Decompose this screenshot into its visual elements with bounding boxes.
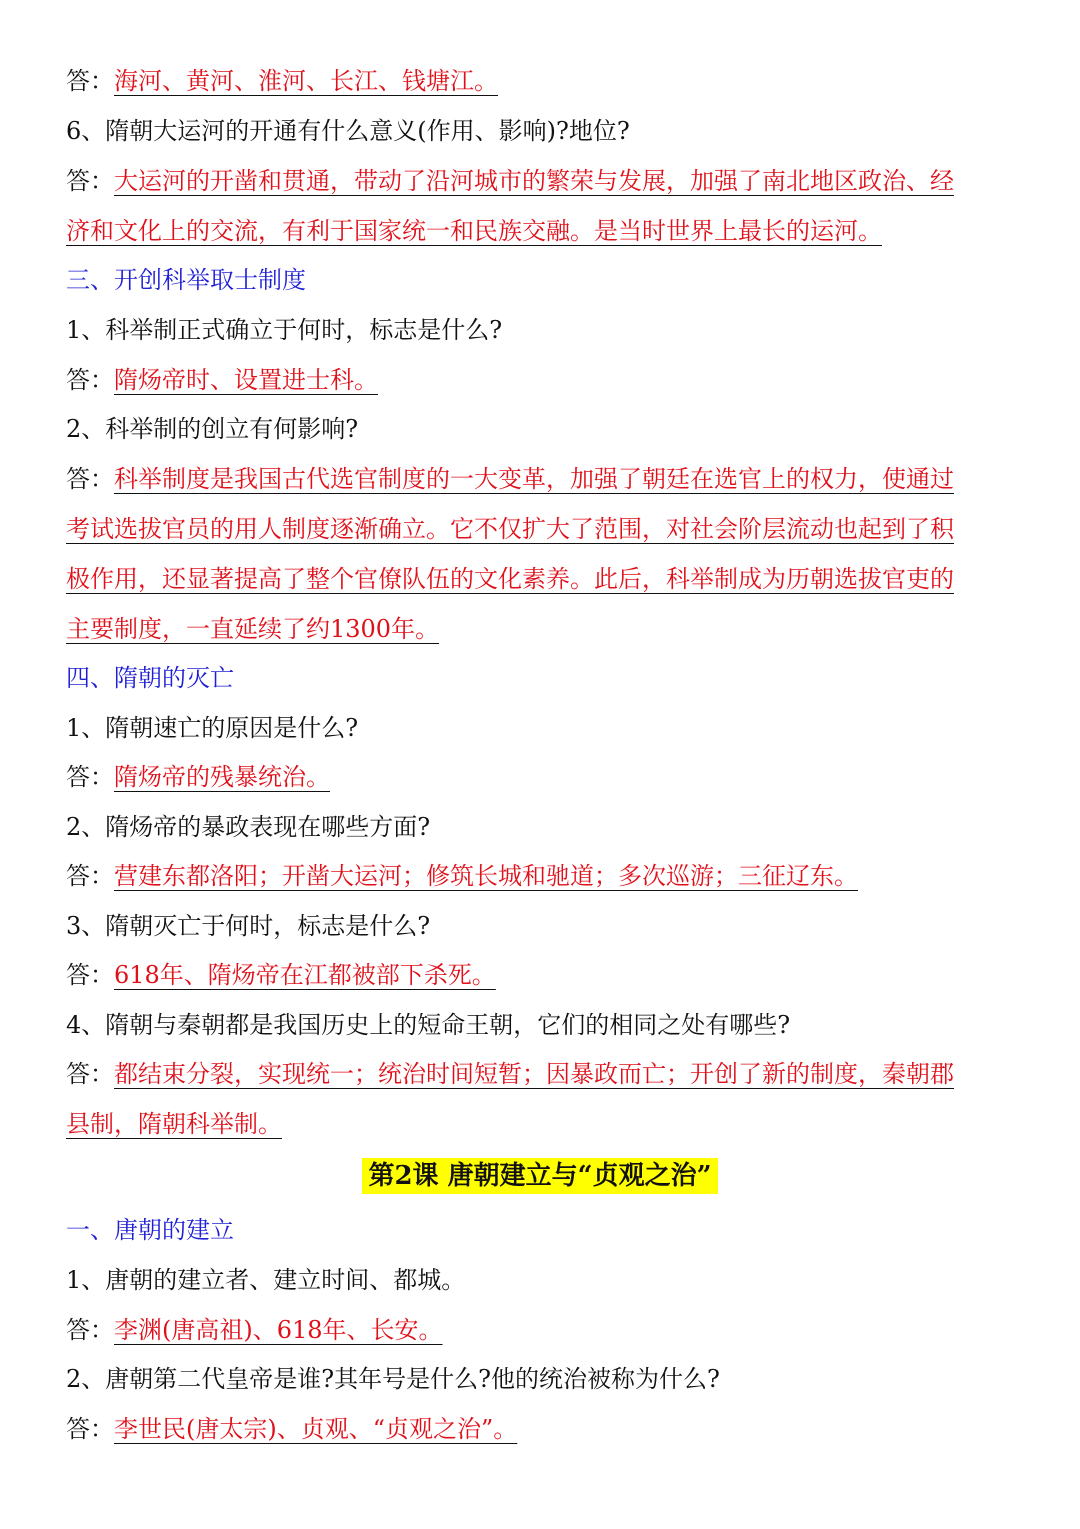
lesson2-section-heading-1: 一、唐朝的建立 <box>66 1216 234 1244</box>
answer-3-2-continued <box>66 614 1026 644</box>
answer-text: 营建东都洛阳；开凿大运河；修筑长城和驰道；多次巡游；三征辽东。 <box>114 862 858 890</box>
answer-text: 隋炀帝的残暴统治。 <box>114 763 330 791</box>
answer-label: 答： <box>66 167 114 195</box>
question-4-1: 1、隋朝速亡的原因是什么? <box>66 714 359 742</box>
question-4-2: 2、隋炀帝的暴政表现在哪些方面? <box>66 813 431 841</box>
answer-4-1 <box>66 762 1026 792</box>
answer-label: 答： <box>66 1060 114 1088</box>
lesson2-answer-1 <box>66 1315 1026 1345</box>
section-heading-3: 三、开创科举取士制度 <box>66 266 306 294</box>
answer-label: 答： <box>66 862 114 890</box>
answer-label: 答： <box>66 465 114 493</box>
answer-text: 海河、黄河、淮河、长江、钱塘江。 <box>114 67 498 95</box>
lesson2-answer-2 <box>66 1414 1026 1444</box>
answer-text: 隋炀帝时、设置进士科。 <box>114 366 378 394</box>
lesson2-question-1: 1、唐朝的建立者、建立时间、都城。 <box>66 1266 466 1294</box>
answer-text: 主要制度，一直延续了约1300年。 <box>66 615 440 643</box>
answer-text: 大运河的开凿和贯通，带动了沿河城市的繁荣与发展，加强了南北地区政治、经 <box>114 167 954 195</box>
answer-3-2 <box>66 464 1026 494</box>
answer-6 <box>66 166 1026 196</box>
answer-label: 答： <box>66 366 114 394</box>
answer-4-3 <box>66 960 1026 990</box>
lesson-title: 第2课 唐朝建立与“贞观之治” <box>362 1158 717 1194</box>
question-3-2: 2、科举制的创立有何影响? <box>66 415 359 443</box>
answer-label: 答： <box>66 1316 114 1344</box>
lesson2-question-2: 2、唐朝第二代皇帝是谁?其年号是什么?他的统治被称为什么? <box>66 1365 720 1393</box>
answer-text: 李世民(唐太宗)、贞观、“贞观之治”。 <box>114 1415 518 1443</box>
answer-rivers <box>66 66 1026 96</box>
answer-text: 李渊(唐高祖)、618年、长安。 <box>114 1316 443 1344</box>
answer-text: 都结束分裂，实现统一；统治时间短暂；因暴政而亡；开创了新的制度，秦朝郡 <box>114 1060 954 1088</box>
question-4-4: 4、隋朝与秦朝都是我国历史上的短命王朝，它们的相同之处有哪些? <box>66 1011 791 1039</box>
section-heading-4: 四、隋朝的灭亡 <box>66 664 234 692</box>
answer-3-2-continued <box>66 564 1026 594</box>
lesson-title-row <box>0 1158 1080 1194</box>
answer-text: 极作用，还显著提高了整个官僚队伍的文化素养。此后，科举制成为历朝选拔官吏的 <box>66 565 954 593</box>
answer-3-1 <box>66 365 1026 395</box>
answer-4-2 <box>66 861 1026 891</box>
answer-4-4 <box>66 1059 1026 1089</box>
answer-label: 答： <box>66 67 114 95</box>
answer-label: 答： <box>66 763 114 791</box>
answer-label: 答： <box>66 961 114 989</box>
question-4-3: 3、隋朝灭亡于何时，标志是什么? <box>66 912 431 940</box>
answer-3-2-continued <box>66 514 1026 544</box>
answer-text: 县制，隋朝科举制。 <box>66 1110 282 1138</box>
answer-6-continued <box>66 216 1026 246</box>
answer-text: 考试选拔官员的用人制度逐渐确立。它不仅扩大了范围，对社会阶层流动也起到了积 <box>66 515 954 543</box>
question-3-1: 1、科举制正式确立于何时，标志是什么? <box>66 316 503 344</box>
answer-text: 科举制度是我国古代选官制度的一大变革，加强了朝廷在选官上的权力，使通过 <box>114 465 954 493</box>
answer-text: 618年、隋炀帝在江都被部下杀死。 <box>114 961 496 989</box>
question-6: 6、隋朝大运河的开通有什么意义(作用、影响)?地位? <box>66 117 630 145</box>
answer-4-4-continued <box>66 1109 1026 1139</box>
answer-text: 济和文化上的交流，有利于国家统一和民族交融。是当时世界上最长的运河。 <box>66 217 882 245</box>
answer-label: 答： <box>66 1415 114 1443</box>
